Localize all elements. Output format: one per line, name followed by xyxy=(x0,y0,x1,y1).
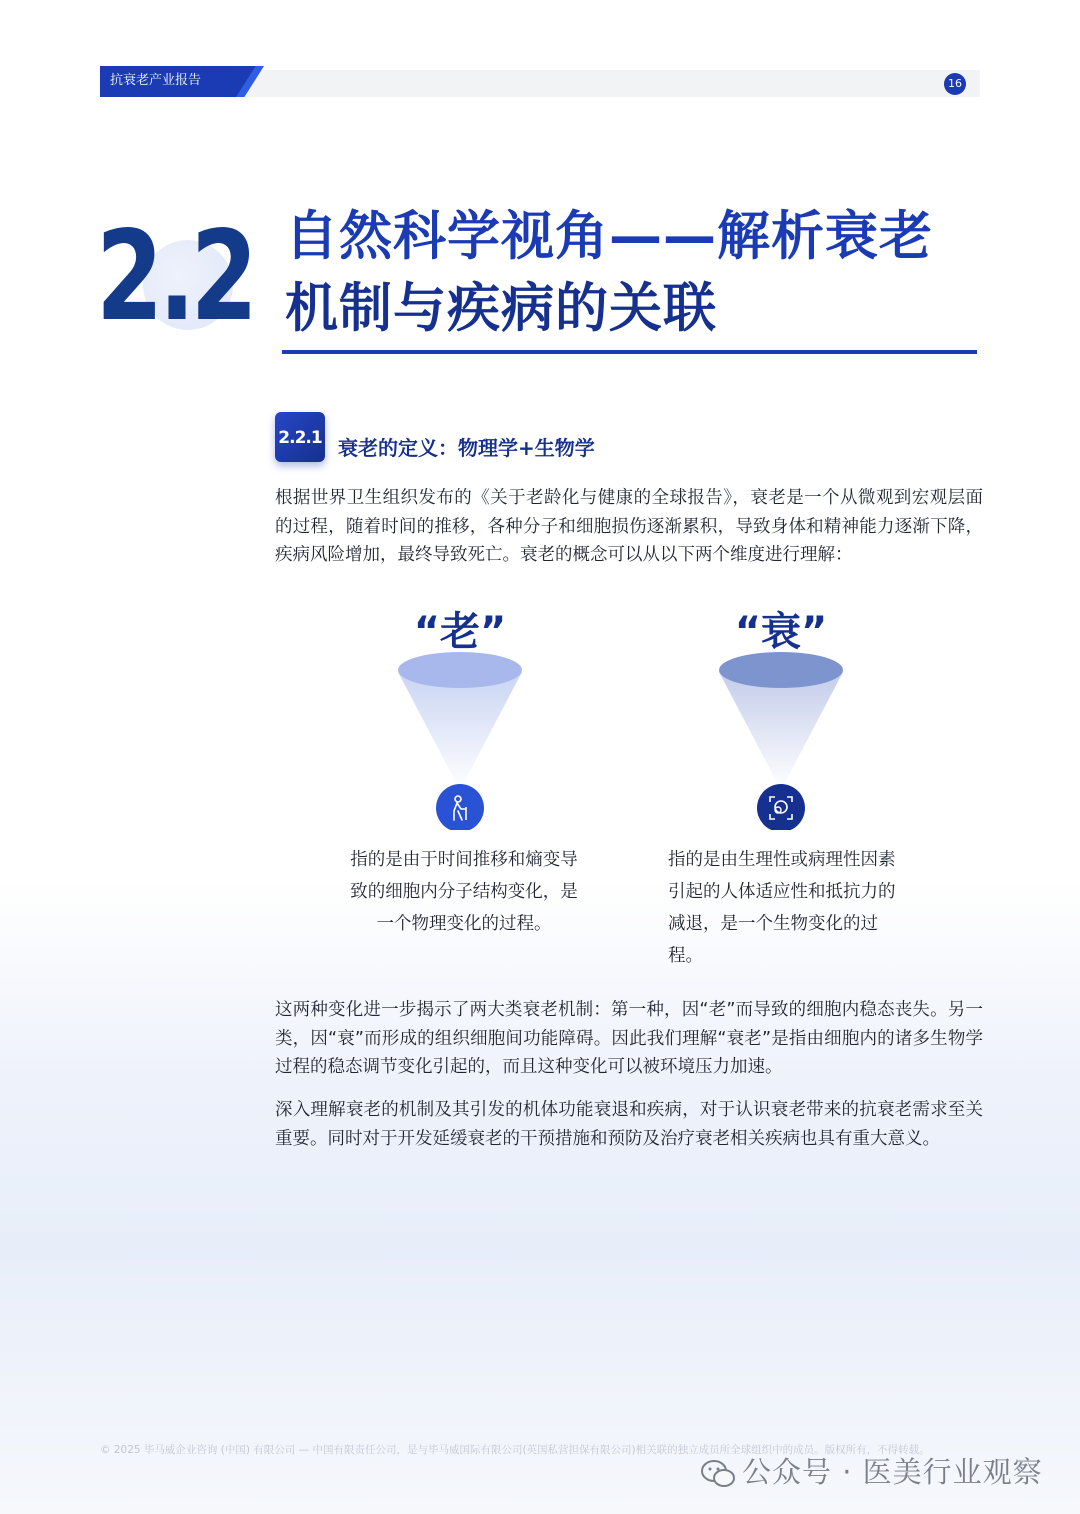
dimension-description-shuai: 指的是由生理性或病理性因素引起的人体适应性和抵抗力的减退，是一个生物变化的过程。 xyxy=(668,850,896,966)
watermark-text: 公众号 · 医美行业观察 xyxy=(742,1455,1043,1489)
elderly-person-icon xyxy=(446,794,474,822)
subsection-title: 衰老的定义：物理学+生物学 xyxy=(338,436,595,460)
dimension-label-lao: “老” xyxy=(413,609,507,655)
copyright-note: © 2025 毕马威企业咨询 (中国) 有限公司 — 中国有限责任公司，是与毕马威国际有限公司(英国私营担保有限公司)相关联的独立成员所全球组织中的成员。版权所有，不得转载。 xyxy=(100,1444,930,1456)
page-number: 16 xyxy=(944,73,966,95)
intro-paragraph: 根据世界卫生组织发布的《关于老龄化与健康的全球报告》，衰老是一个从微观到宏观层面的过程，随着时间的推移，各种分子和细胞损伤逐渐累积，导致身体和精神能力逐渐下降，疾病风险增加，最终导致死亡。衰老的概念可以从以下两个维度进行理解： xyxy=(275,488,983,565)
significance-paragraph: 深入理解衰老的机制及其引发的机体功能衰退和疾病，对于认识衰老带来的抗衰老需求至关重要。同时对于开发延缓衰老的干预措施和预防及治疗衰老相关疾病也具有重大意义。 xyxy=(275,1100,983,1149)
dimension-label-shuai: “衰” xyxy=(734,609,828,655)
dimension-description-lao: 指的是由于时间推移和熵变导致的细胞内分子结构变化，是一个物理变化的过程。 xyxy=(350,850,578,934)
subsection-number: 2.2.1 xyxy=(278,428,322,448)
section-title-line2: 机制与疾病的关联 xyxy=(285,278,717,339)
dimension-figure-lao xyxy=(340,600,580,830)
section-title-line1: 自然科学视角——解析衰老 xyxy=(285,206,933,267)
report-title: 抗衰老产业报告 xyxy=(110,73,202,88)
face-scan-icon xyxy=(767,794,795,822)
section-number: 2.2 xyxy=(96,205,254,349)
title-divider xyxy=(282,350,977,354)
wechat-icon xyxy=(700,1459,736,1489)
watermark xyxy=(700,1450,1043,1491)
dimension-figure-shuai xyxy=(661,600,901,830)
mechanisms-paragraph: 这两种变化进一步揭示了两大类衰老机制：第一种，因“老”而导致的细胞内稳态丧失。另一类，因“衰”而形成的组织细胞间功能障碍。因此我们理解“衰老”是指由细胞内的诸多生物学过程的稳态调节变化引起的，而且这种变化可以被环境压力加速。 xyxy=(275,1000,983,1077)
